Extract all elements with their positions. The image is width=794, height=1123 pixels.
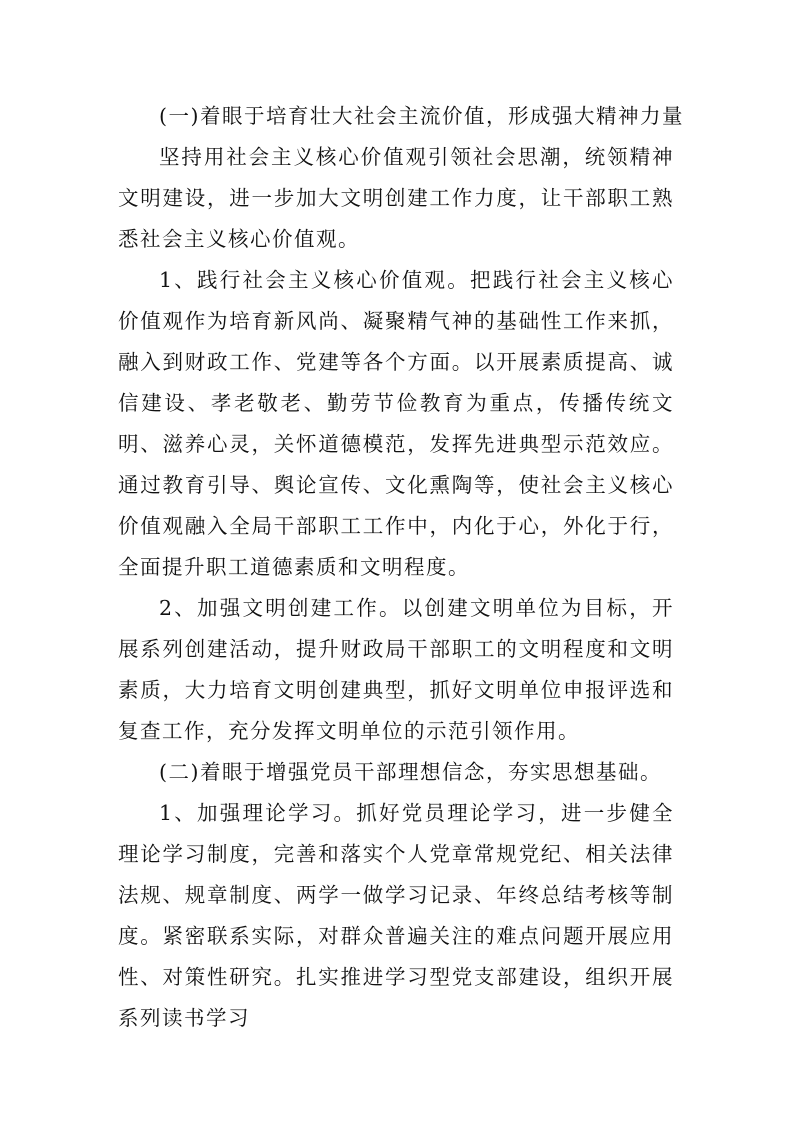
section-heading-1: (一)着眼于培育壮大社会主流价值，形成强大精神力量 — [159, 104, 684, 128]
paragraph-1: 坚持用社会主义核心价值观引领社会思潮，统领精神文明建设，进一步加大文明创建工作力度，让干部职工熟悉社会主义核心价值观。 — [118, 145, 674, 251]
section-heading-2: (二)着眼于增强党员干部理想信念，夯实思想基础。 — [159, 760, 662, 784]
paragraph-2: 1、践行社会主义核心价值观。把践行社会主义核心价值观作为培育新风尚、凝聚精气神的基础性工作来抓，融入到财政工作、党建等各个方面。以开展素质提高、诚信建设、孝老敬老、勤劳节俭教育为重点，传播传统文明、滋养心灵，关怀道德模范，发挥先进典型示范效应。通过教育引导、舆论宣传、文化熏陶等，使社会主义核心价值观融入全局干部职工工作中，内化于心，外化于行，全面提升职工道德素质和文明程度。 — [118, 268, 674, 579]
document-body — [118, 96, 684, 1039]
paragraph-3: 2、加强文明创建工作。以创建文明单位为目标，开展系列创建活动，提升财政局干部职工的文明程度和文明素质，大力培育文明创建典型，抓好文明单位申报评选和复查工作，充分发挥文明单位的示范引领作用。 — [118, 596, 674, 743]
paragraph-4: 1、加强理论学习。抓好党员理论学习，进一步健全理论学习制度，完善和落实个人党章常规党纪、相关法律法规、规章制度、两学一做学习记录、年终总结考核等制度。紧密联系实际，对群众普遍关注的难点问题开展应用性、对策性研究。扎实推进学习型党支部建设，组织开展系列读书学习 — [118, 801, 674, 1030]
